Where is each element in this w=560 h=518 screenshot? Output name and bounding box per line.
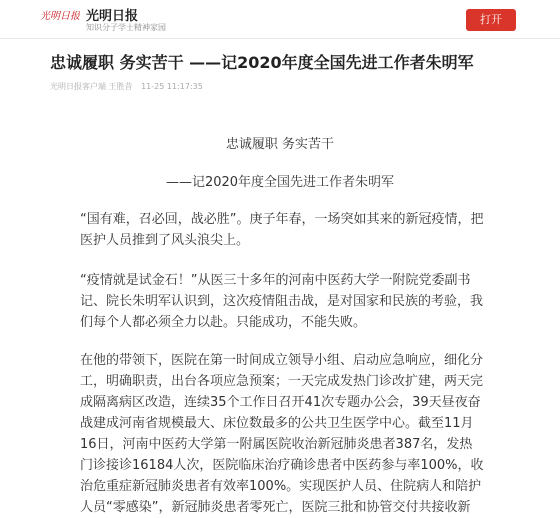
app-header (0, 0, 560, 39)
open-app-button[interactable]: 打开 (466, 9, 516, 31)
article-title: 忠诚履职 务实苦干 ——记2020年度全国先进工作者朱明军 (50, 53, 474, 72)
article-meta (50, 81, 209, 92)
article-subhead-2: ——记2020年度全国先进工作者朱明军 (165, 175, 395, 190)
article-paragraph: “国有难，召必回，战必胜”。庚子年春，一场突如其来的新冠疫情，把医护人员推到了风头浪尖上。 (80, 212, 484, 248)
brand-logo: 光明日报 (40, 11, 80, 22)
brand-tagline: 知识分子学士精神家园 (86, 23, 166, 32)
article-source: 光明日报客户端 王胜昔 (50, 82, 133, 91)
article-subhead-1: 忠诚履职 务实苦干 (225, 137, 335, 152)
article-time: 11-25 11:17:35 (141, 82, 203, 91)
article-paragraph: “疫情就是试金石！”从医三十多年的河南中医药大学一附院党委副书记、院长朱明军认识到，这次疫情阻击战，是对国家和民族的考验，我们每个人都必须全力以赴。只能成功，不能失败。 (80, 273, 484, 330)
brand-name: 光明日报 (86, 9, 139, 24)
article-paragraph: 在他的带领下，医院在第一时间成立领导小组、启动应急响应，细化分工，明确职责，出台各项应急预案；一天完成发热门诊改扩建，两天完成隔离病区改造，连续35个工作日召开41次专题办公会，39天昼夜奋战建成河南省规模最大、床位数最多的公共卫生医学中心。截至11月16日，河南中医药大学第一附属医院收治新冠肺炎患者387名，发热门诊接诊16184人次，医院临床治疗确诊患者中医药参与率100%，收治危重症新冠肺炎患者有效率100%。实现医护人员、住院病人和陪护人员“零感染”，新冠肺炎患者零死亡，医院三批和协管交付共接收新 (80, 353, 484, 515)
